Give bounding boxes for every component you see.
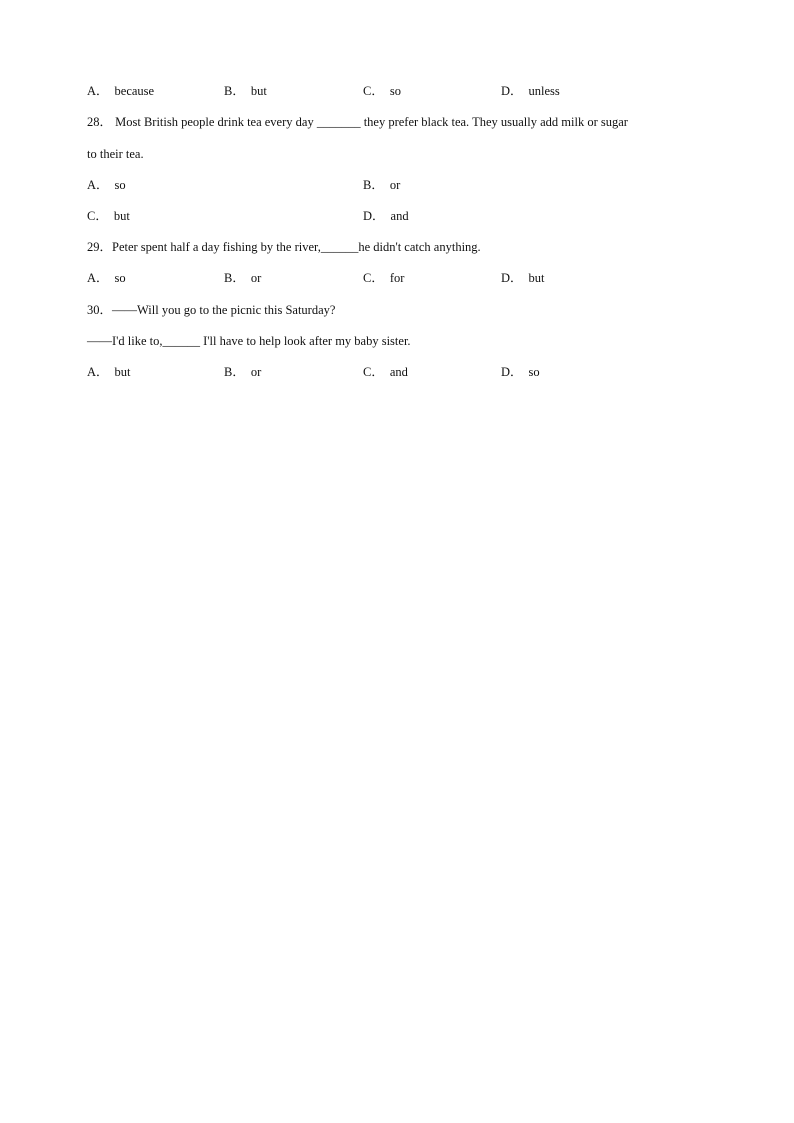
option-text: because (114, 84, 155, 98)
option-letter: B． (224, 271, 245, 285)
question-stem-continued: ——I'd like to,______ I'll have to help look after my baby sister. (87, 334, 411, 348)
question-stem: 30．——Will you go to the picnic this Saturday? (87, 303, 336, 317)
option-letter: C． (363, 365, 384, 379)
option-d (501, 270, 545, 286)
option-b (224, 364, 261, 380)
option-text: and (390, 209, 409, 223)
option-text: or (250, 271, 262, 285)
option-letter: A． (87, 178, 109, 192)
option-d (501, 83, 560, 99)
option-letter: C． (363, 84, 384, 98)
option-c (363, 83, 401, 99)
option-text: but (250, 84, 267, 98)
question-stem-continued: to their tea. (87, 147, 144, 161)
option-a (87, 364, 131, 380)
option-text: but (114, 365, 131, 379)
option-b (363, 177, 400, 193)
option-text: or (389, 178, 401, 192)
option-letter: A． (87, 271, 109, 285)
option-text: or (250, 365, 262, 379)
option-letter: C． (363, 271, 384, 285)
option-letter: B． (363, 178, 384, 192)
option-a (87, 83, 154, 99)
option-text: but (528, 271, 545, 285)
option-text: so (528, 365, 540, 379)
option-text: so (389, 84, 401, 98)
option-c (363, 270, 404, 286)
option-c (87, 208, 130, 224)
option-letter: B． (224, 84, 245, 98)
option-letter: B． (224, 365, 245, 379)
option-text: and (389, 365, 408, 379)
option-letter: D． (501, 84, 523, 98)
option-letter: A． (87, 365, 109, 379)
question-stem: 28． Most British people drink tea every day _______ they prefer black tea. They usually add milk or sugar (87, 115, 628, 129)
option-text: so (114, 271, 126, 285)
option-text: for (389, 271, 405, 285)
option-a (87, 177, 126, 193)
option-text: so (114, 178, 126, 192)
option-c (363, 364, 408, 380)
option-text: unless (528, 84, 560, 98)
option-a (87, 270, 126, 286)
option-d (501, 364, 540, 380)
option-letter: D． (363, 209, 385, 223)
option-d (363, 208, 409, 224)
option-letter: A． (87, 84, 109, 98)
option-b (224, 270, 261, 286)
option-b (224, 83, 267, 99)
question-stem: 29．Peter spent half a day fishing by the river,______he didn't catch anything. (87, 240, 481, 254)
option-text: but (113, 209, 130, 223)
option-letter: C． (87, 209, 108, 223)
option-letter: D． (501, 365, 523, 379)
option-letter: D． (501, 271, 523, 285)
